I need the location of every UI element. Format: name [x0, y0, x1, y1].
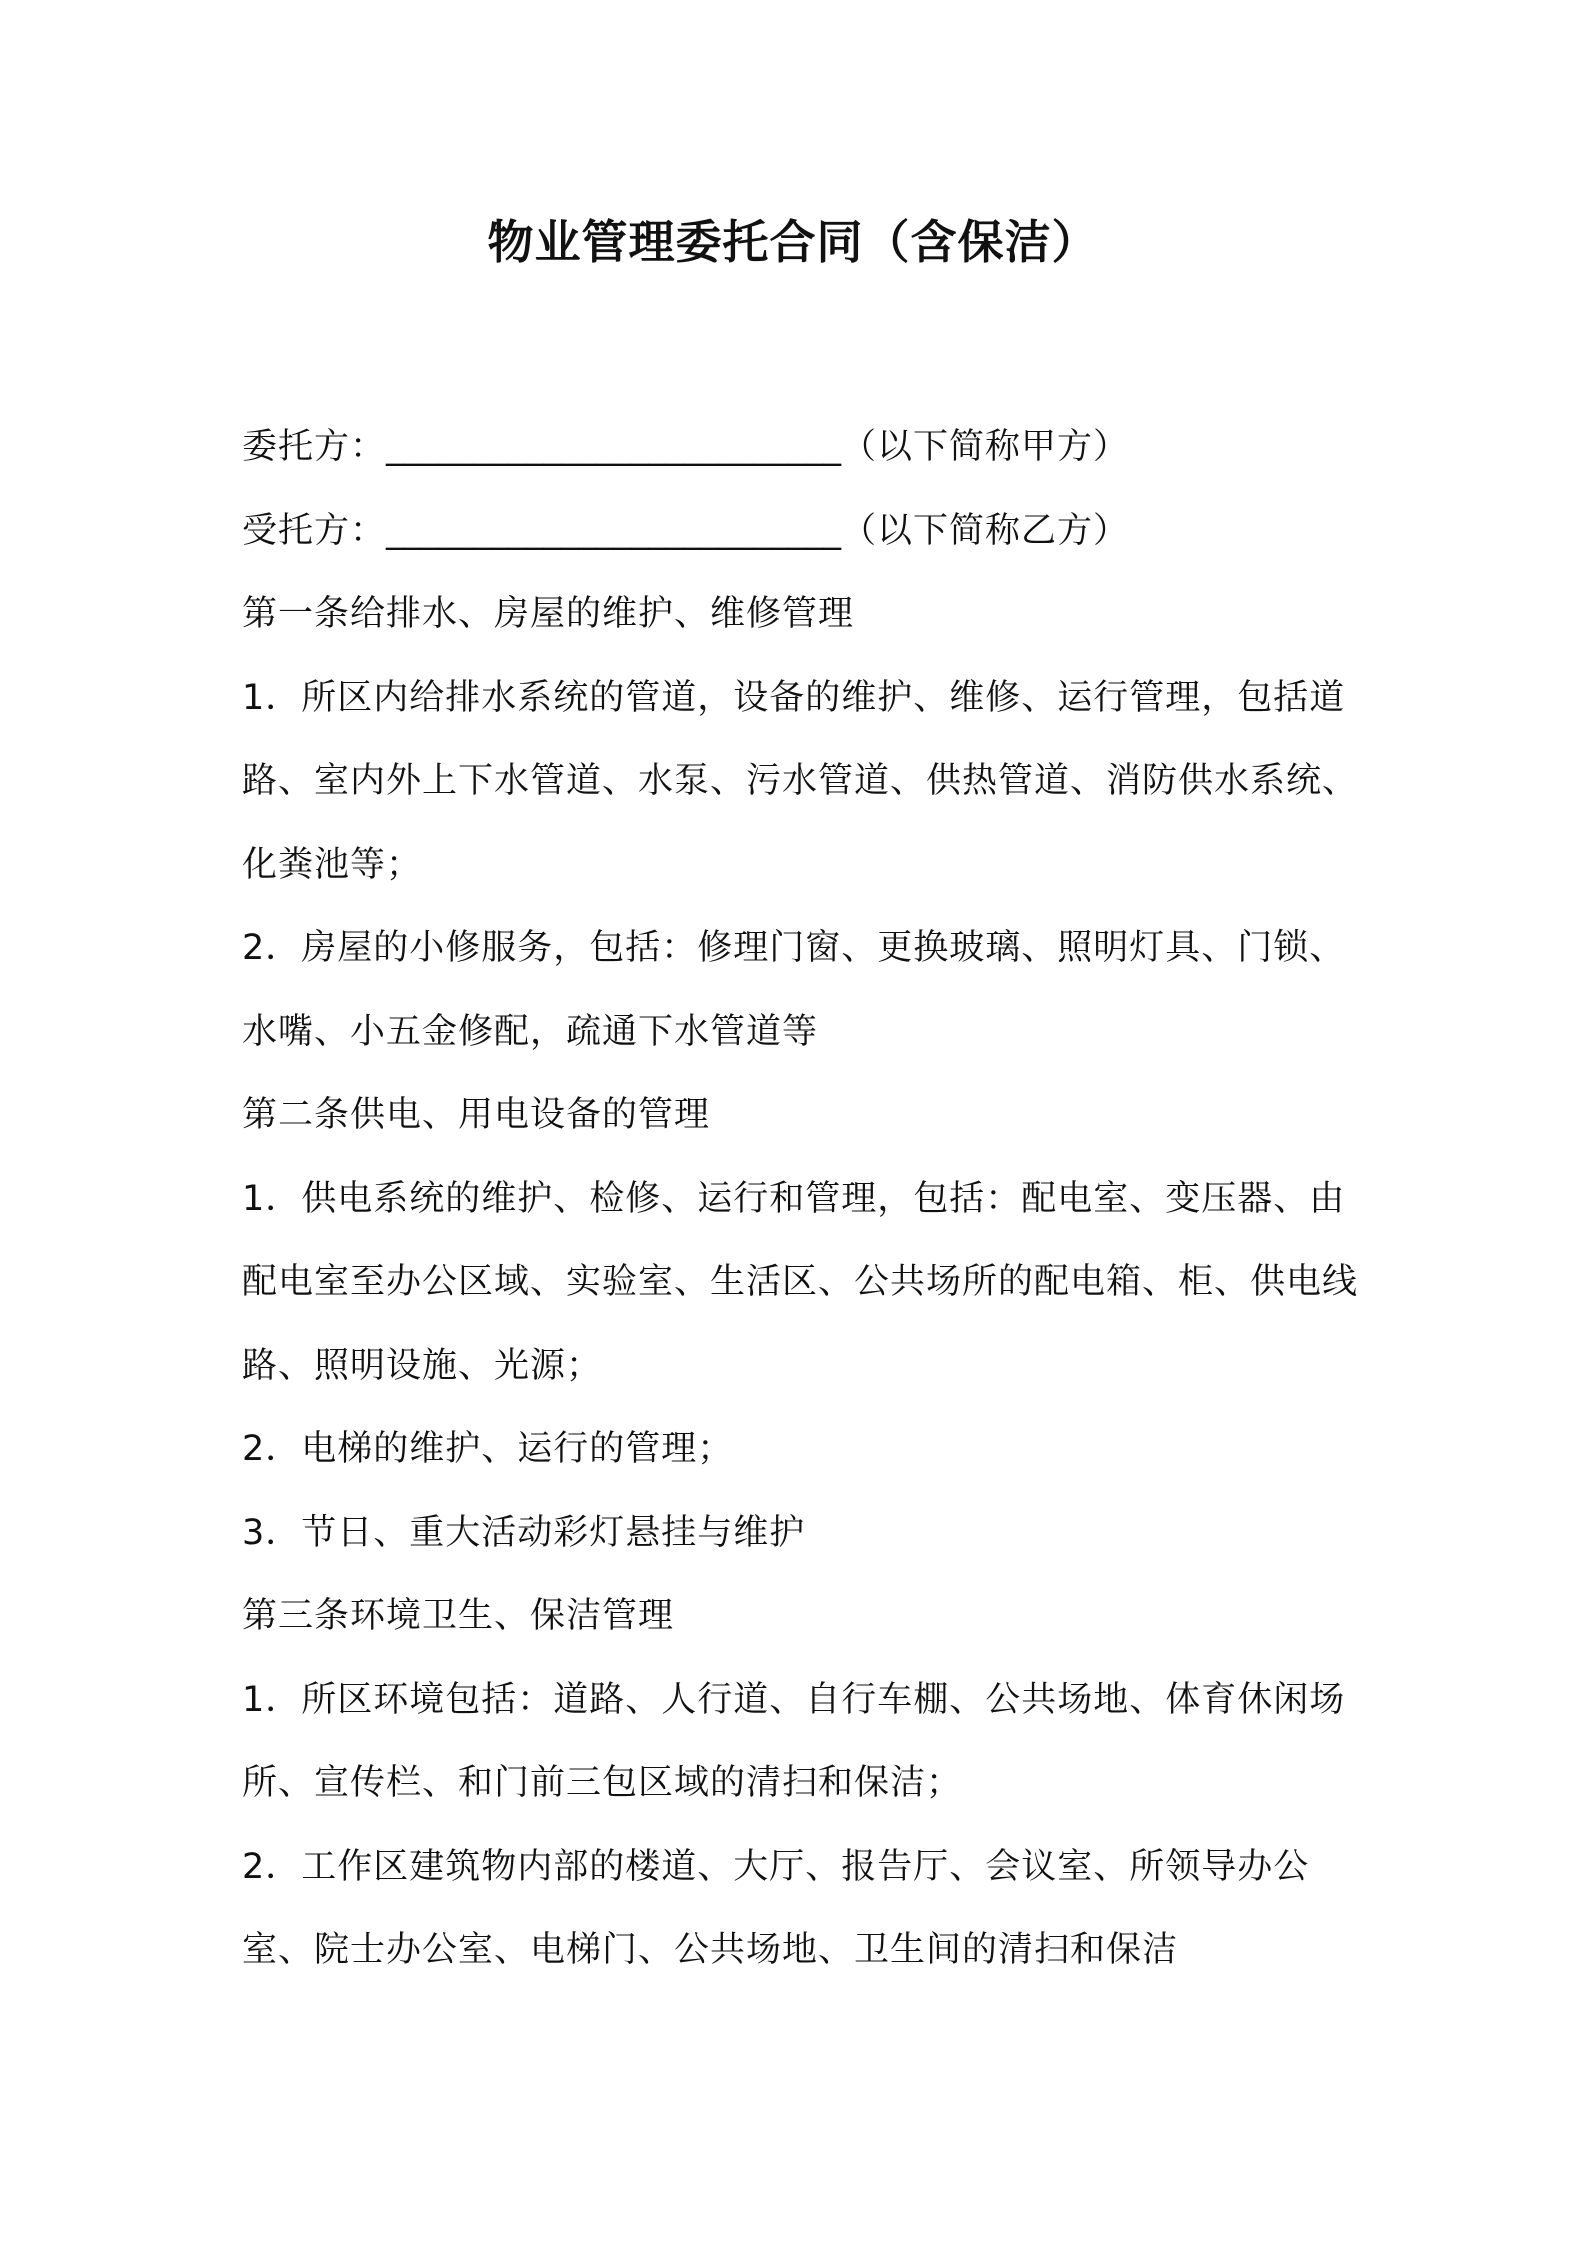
party-label: 受托方：: [242, 510, 387, 551]
article-item: 1．供电系统的维护、检修、运行和管理，包括：配电室、变压器、由配电室至办公区域、实验室、生活区、公共场所的配电箱、柜、供电线路、照明设施、光源；: [242, 1178, 1359, 1386]
party-line-client: [242, 406, 1372, 490]
blank-line: __________________________: [386, 510, 842, 551]
party-suffix: （以下简称乙方）: [841, 510, 1130, 551]
article-item: 3．节日、重大活动彩灯悬挂与维护: [242, 1512, 806, 1553]
party-line-contractor: [242, 490, 1372, 574]
document-body: [242, 406, 1372, 1993]
party-label: 委托方：: [242, 427, 387, 467]
article-item: 2．电梯的维护、运行的管理；: [242, 1429, 734, 1469]
article-heading: 第二条供电、用电设备的管理: [242, 1095, 711, 1135]
party-suffix: （以下简称甲方）: [841, 427, 1130, 467]
blank-line: __________________________: [386, 427, 842, 467]
article-item: 1．所区环境包括：道路、人行道、自行车棚、公共场地、体育休闲场所、宣传栏、和门前三包区域的清扫和保洁；: [242, 1679, 1346, 1803]
article-item: 2．房屋的小修服务，包括：修理门窗、更换玻璃、照明灯具、门锁、水嘴、小五金修配，疏通下水管道等: [242, 928, 1346, 1052]
article-heading: 第三条环境卫生、保洁管理: [242, 1596, 675, 1636]
article-item: 1．所区内给排水系统的管道，设备的维护、维修、运行管理，包括道路、室内外上下水管道、水泵、污水管道、供热管道、消防供水系统、化粪池等；: [242, 677, 1359, 885]
article-heading: 第一条给排水、房屋的维护、维修管理: [242, 594, 855, 634]
article-item: 2．工作区建筑物内部的楼道、大厅、报告厅、会议室、所领导办公室、院士办公室、电梯门、公共场地、卫生间的清扫和保洁: [242, 1846, 1310, 1970]
document-title: 物业管理委托合同（含保洁）: [487, 215, 1099, 269]
